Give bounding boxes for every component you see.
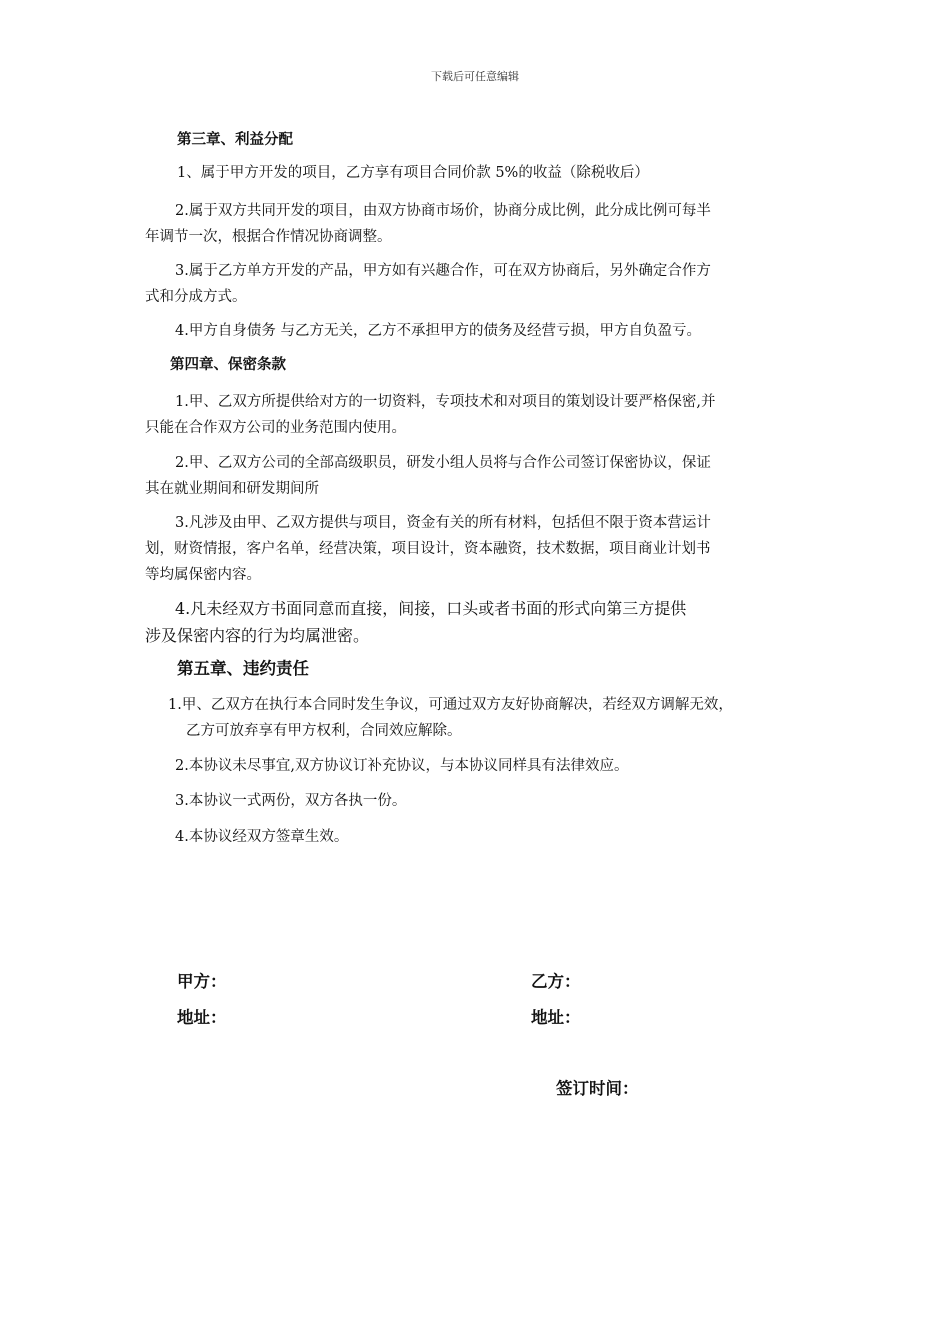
text-line: 4.凡未经双方书面同意而直接，间接，口头或者书面的形式向第三方提供 bbox=[175, 599, 687, 618]
text-line: 式和分成方式。 bbox=[145, 289, 247, 305]
chapter3-item-3 bbox=[145, 258, 711, 310]
chapter3-title: 第三章、利益分配 bbox=[177, 132, 293, 148]
chapter5-item-4 bbox=[175, 824, 348, 850]
text-line: 2.属于双方共同开发的项目，由双方协商市场价，协商分成比例，此分成比例可每半 bbox=[175, 203, 711, 219]
text-line: 只能在合作双方公司的业务范围内使用。 bbox=[145, 420, 406, 436]
text-line: 3.本协议一式两份，双方各执一份。 bbox=[175, 793, 407, 809]
chapter4-item-4 bbox=[145, 595, 686, 649]
text-line: 年调节一次，根据合作情况协商调整。 bbox=[145, 229, 392, 245]
text-line: 1.甲、乙双方在执行本合同时发生争议，可通过双方友好协商解决，若经双方调解无效， bbox=[168, 697, 733, 713]
sign-date-label: 签订时间： bbox=[556, 1079, 639, 1098]
party-a-label: 甲方： bbox=[177, 972, 227, 991]
chapter5-item-1 bbox=[168, 692, 733, 744]
text-line: 3.凡涉及由甲、乙双方提供与项目，资金有关的所有材料，包括但不限于资本营运计 bbox=[175, 515, 711, 531]
text-line: 1、属于甲方开发的项目，乙方享有项目合同价款 5%的收益（除税收后） bbox=[177, 165, 649, 181]
text-line: 4.甲方自身债务 与乙方无关，乙方不承担甲方的债务及经营亏损，甲方自负盈亏。 bbox=[175, 323, 701, 339]
chapter3-item-4 bbox=[175, 318, 701, 344]
party-a-address-label: 地址： bbox=[177, 1008, 227, 1027]
text-line: 等均属保密内容。 bbox=[145, 567, 261, 583]
chapter4-item-1 bbox=[145, 389, 715, 441]
chapter4-title: 第四章、保密条款 bbox=[170, 357, 286, 373]
text-line: 涉及保密内容的行为均属泄密。 bbox=[145, 626, 370, 645]
text-line: 2.本协议未尽事宜,双方协议订补充协议，与本协议同样具有法律效应。 bbox=[175, 758, 629, 774]
header-note: 下载后可任意编辑 bbox=[431, 70, 519, 83]
text-line: 3.属于乙方单方开发的产品，甲方如有兴趣合作，可在双方协商后，另外确定合作方 bbox=[175, 263, 711, 279]
text-line: 其在就业期间和研发期间所 bbox=[145, 481, 319, 497]
text-line: 1.甲、乙双方所提供给对方的一切资料，专项技术和对项目的策划设计要严格保密,并 bbox=[175, 394, 716, 410]
party-b-label: 乙方： bbox=[531, 972, 581, 991]
chapter5-item-3 bbox=[175, 788, 406, 814]
party-b-address-label: 地址： bbox=[531, 1008, 581, 1027]
chapter4-item-2 bbox=[145, 450, 711, 502]
chapter3-item-2 bbox=[145, 198, 711, 250]
chapter5-item-2 bbox=[175, 753, 628, 779]
text-line: 乙方可放弃享有甲方权利，合同效应解除。 bbox=[186, 723, 462, 739]
chapter4-item-3 bbox=[145, 510, 711, 588]
text-line: 4.本协议经双方签章生效。 bbox=[175, 829, 349, 845]
text-line: 2.甲、乙双方公司的全部高级职员，研发小组人员将与合作公司签订保密协议，保证 bbox=[175, 455, 711, 471]
chapter3-item-1 bbox=[177, 160, 649, 186]
chapter5-title: 第五章、违约责任 bbox=[177, 659, 309, 678]
text-line: 划，财资情报，客户名单，经营决策，项目设计，资本融资，技术数据，项目商业计划书 bbox=[145, 541, 711, 557]
